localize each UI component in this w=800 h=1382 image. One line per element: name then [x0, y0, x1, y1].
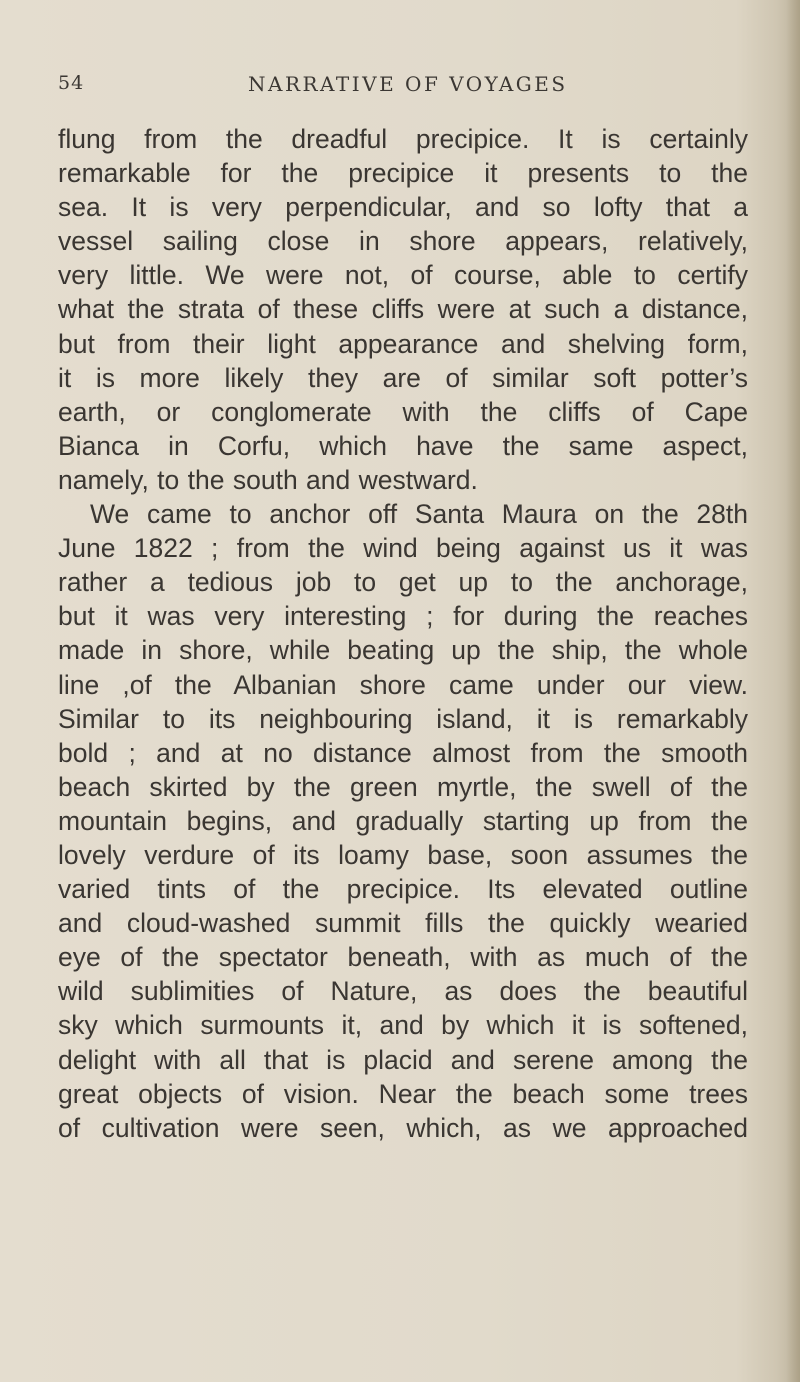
text-line: line ,of the Albanian shore came under our view.	[58, 669, 748, 700]
paragraph-start-line: We came to anchor off Santa Maura on the 28th	[90, 499, 748, 530]
text-line: Bianca in Corfu, which have the same aspect,	[58, 430, 748, 461]
text-line: remarkable for the precipice it presents to the	[58, 158, 748, 189]
text-line: but it was very interesting ; for during the reaches	[58, 601, 748, 632]
text-line: bold ; and at no distance almost from the smooth	[58, 737, 748, 768]
text-line: rather a tedious job to get up to the anchorage,	[58, 567, 748, 598]
text-line: wild sublimities of Nature, as does the beautiful	[58, 976, 748, 1007]
text-line: great objects of vision. Near the beach some trees	[58, 1078, 748, 1109]
text-line: made in shore, while beating up the ship, the whole	[58, 635, 748, 666]
text-line: of cultivation were seen, which, as we approached	[58, 1112, 748, 1143]
page-edge-shadow	[786, 0, 800, 1382]
text-line: mountain begins, and gradually starting up from the	[58, 805, 748, 836]
text-line: what the strata of these cliffs were at such a distance,	[58, 294, 748, 325]
running-title: NARRATIVE OF VOYAGES	[248, 72, 568, 96]
text-line: varied tints of the precipice. Its elevated outline	[58, 874, 748, 905]
text-line: sea. It is very perpendicular, and so lofty that a	[58, 192, 748, 223]
text-line: it is more likely they are of similar soft potter’s	[58, 362, 748, 393]
running-head	[58, 72, 748, 106]
text-line: sky which surmounts it, and by which it is softened,	[58, 1010, 748, 1041]
text-line: Similar to its neighbouring island, it is remarkably	[58, 703, 748, 734]
text-line: beach skirted by the green myrtle, the swell of the	[58, 771, 748, 802]
text-line: eye of the spectator beneath, with as much of the	[58, 942, 748, 973]
page-number: 54	[58, 72, 85, 94]
paragraph-end-line: namely, to the south and westward.	[58, 464, 478, 495]
text-line: delight with all that is placid and serene among the	[58, 1044, 748, 1075]
body-text	[58, 122, 748, 1145]
text-line: lovely verdure of its loamy base, soon assumes the	[58, 839, 748, 870]
text-line: earth, or conglomerate with the cliffs of Cape	[58, 396, 748, 427]
text-line: and cloud-washed summit fills the quickly wearied	[58, 908, 748, 939]
text-line: very little. We were not, of course, able to certify	[58, 260, 748, 291]
text-line: flung from the dreadful precipice. It is certainly	[58, 124, 748, 154]
text-line: vessel sailing close in shore appears, relatively,	[58, 226, 748, 257]
text-line: June 1822 ; from the wind being against us it was	[58, 533, 748, 564]
text-line: but from their light appearance and shelving form,	[58, 328, 748, 359]
